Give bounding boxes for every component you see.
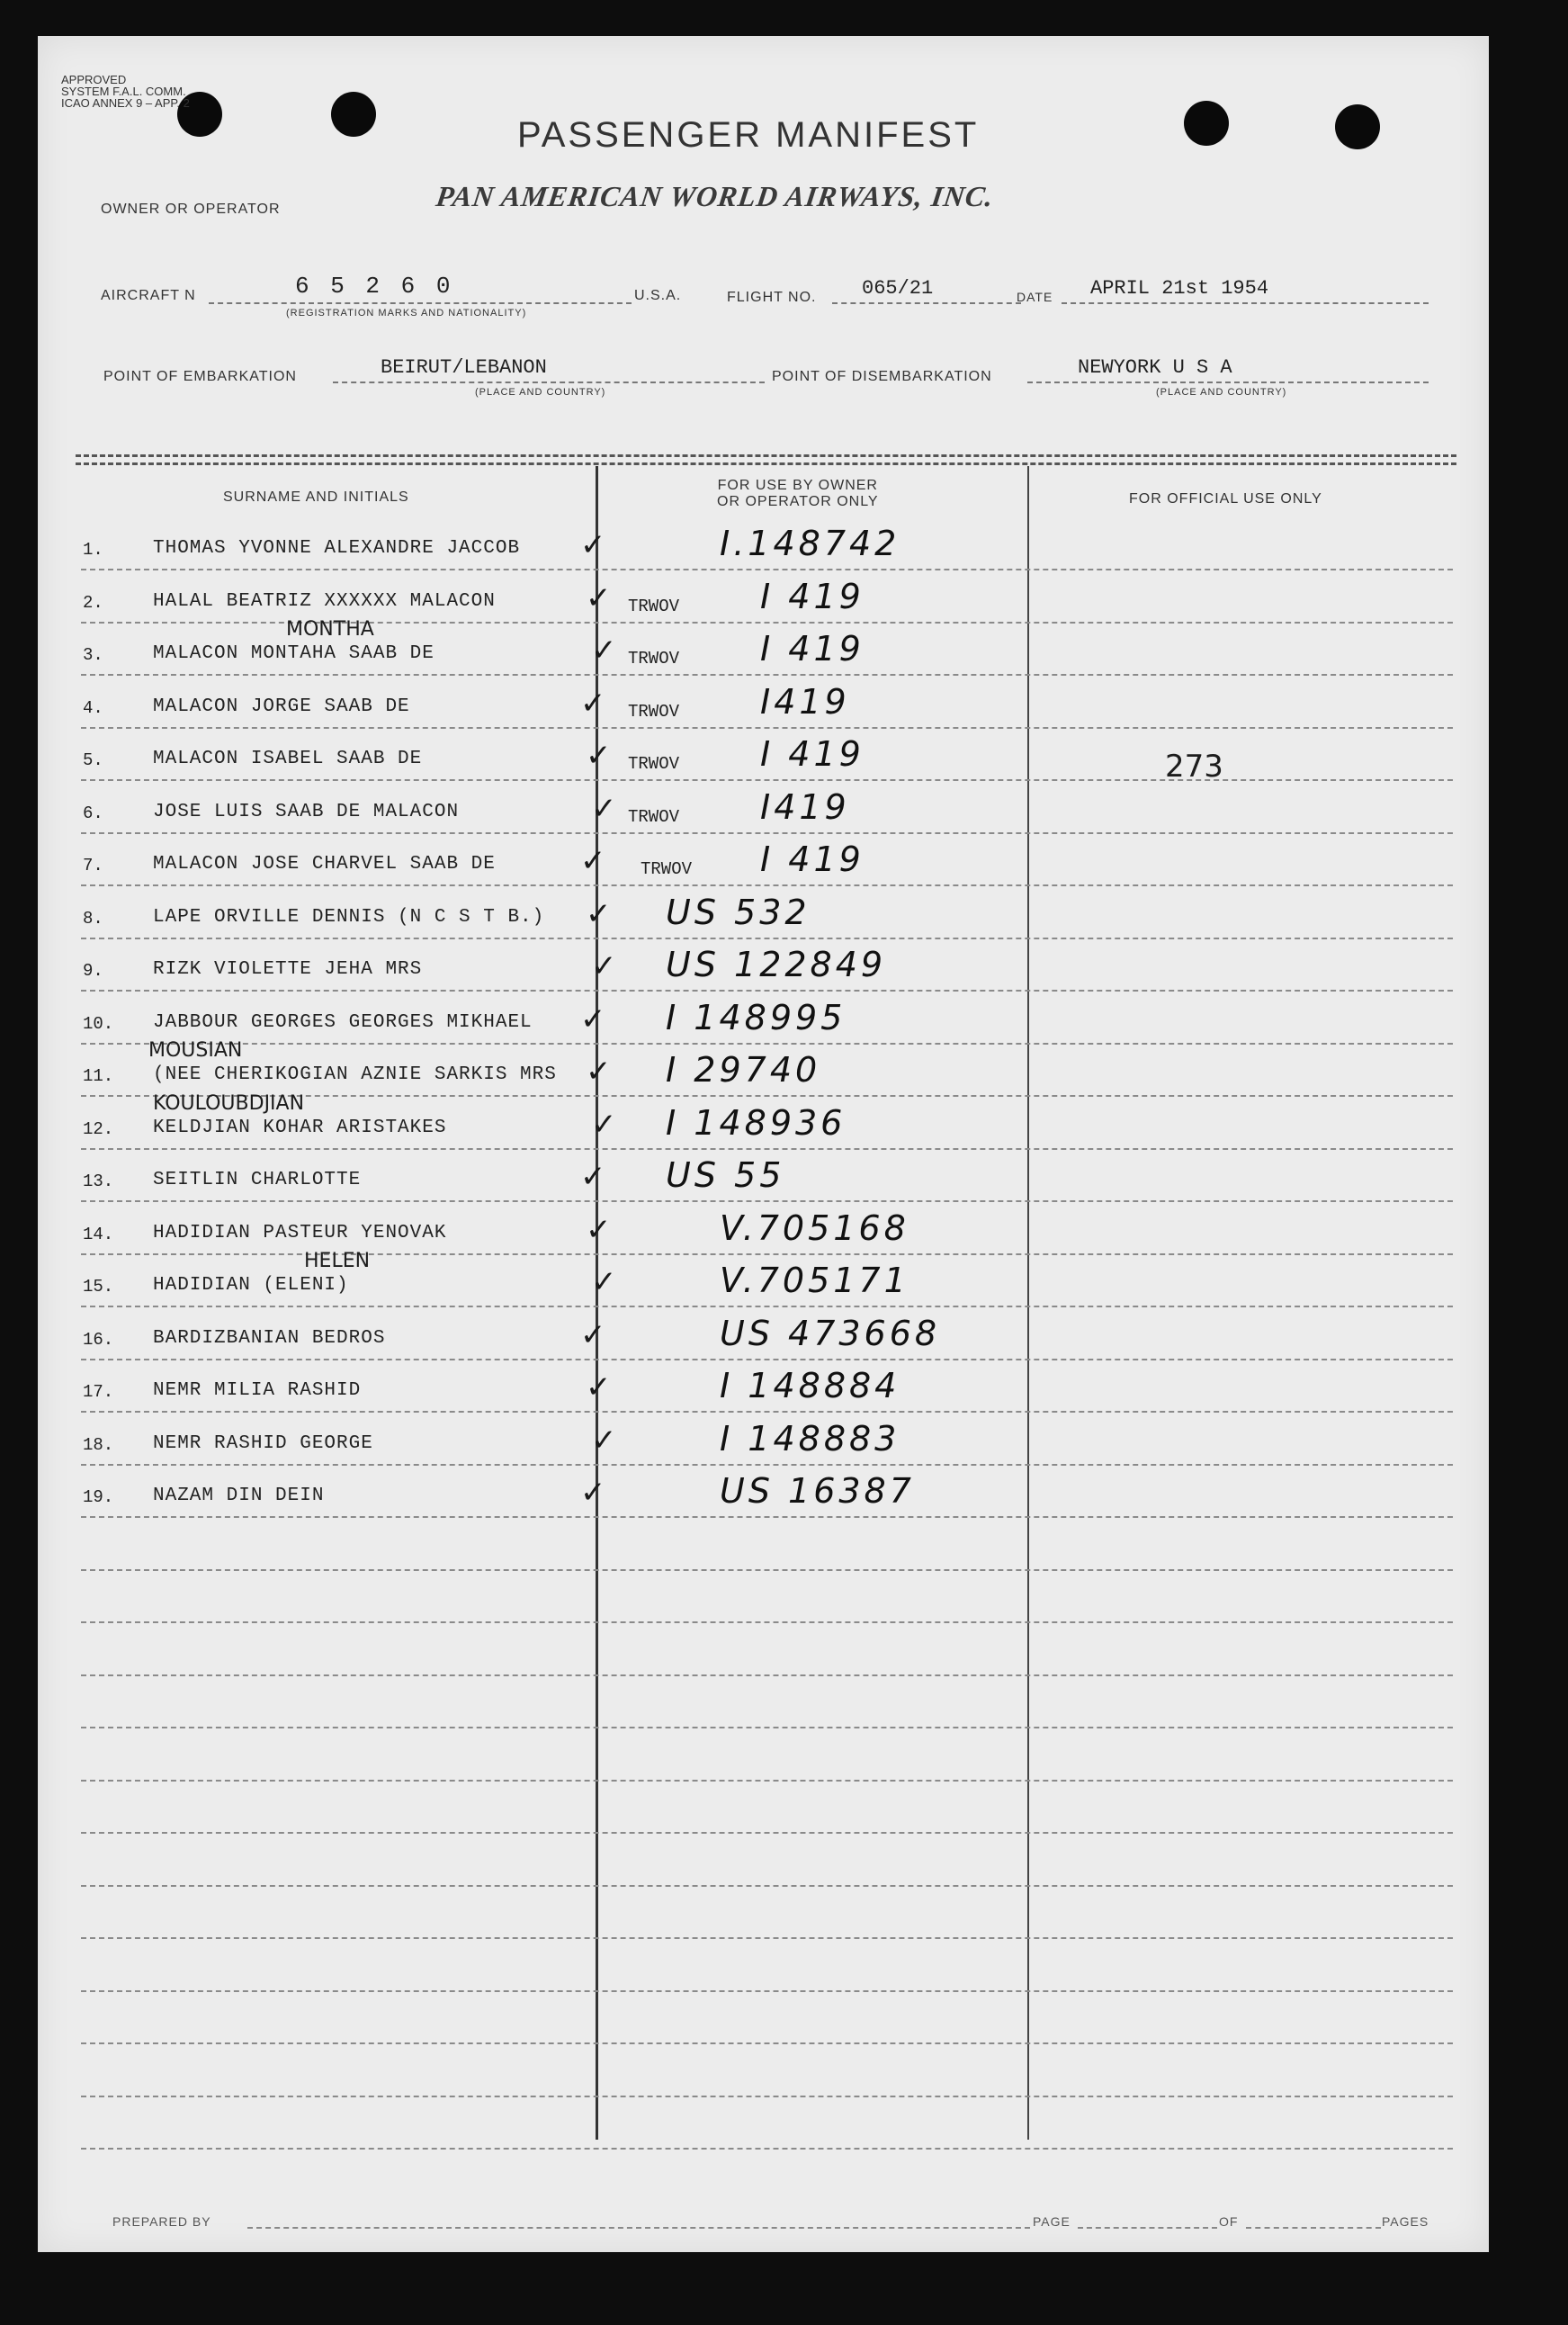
trwov-code: TRWOV [628, 754, 680, 774]
row-rule [81, 1306, 1453, 1307]
row-number: 6. [83, 803, 103, 823]
aircraft-field-line [209, 302, 632, 304]
row-rule [81, 2148, 1453, 2150]
footer-line [1246, 2227, 1381, 2229]
row-number: 15. [83, 1277, 114, 1297]
aircraft-value: 6 5 2 6 0 [295, 273, 454, 300]
disembarkation-field-line [1027, 382, 1429, 383]
footer-line [247, 2227, 1030, 2229]
document-number: I.148742 [720, 524, 900, 563]
passenger-name: NAZAM DIN DEIN [153, 1486, 325, 1506]
column-divider [1027, 466, 1029, 2140]
operator-name: PAN AMERICAN WORLD AIRWAYS, INC. [434, 180, 997, 212]
approval-line: SYSTEM F.A.L. COMM. [61, 85, 186, 98]
document-number: V.705171 [720, 1261, 909, 1300]
embarkation-value: BEIRUT/LEBANON [381, 356, 547, 379]
passenger-name: MALACON JORGE SAAB DE [153, 696, 410, 717]
approval-line: ICAO ANNEX 9 – APP. 2 [61, 96, 190, 110]
row-rule [81, 1569, 1453, 1571]
row-rule [81, 938, 1453, 939]
aircraft-label: AIRCRAFT N [101, 288, 196, 303]
row-number: 11. [83, 1066, 114, 1086]
row-rule [81, 1727, 1453, 1728]
row-number: 5. [83, 750, 103, 770]
row-rule [81, 1832, 1453, 1834]
flight-field-line [832, 302, 1021, 304]
check-mark-icon: ✓ [586, 895, 612, 932]
check-mark-icon: ✓ [580, 685, 606, 722]
row-rule [81, 2042, 1453, 2044]
row-rule [81, 1780, 1453, 1782]
date-label: DATE [1017, 290, 1053, 304]
check-mark-icon: ✓ [591, 790, 617, 827]
document-number: I 419 [760, 629, 865, 669]
row-rule [81, 990, 1453, 992]
document-number: I 419 [760, 734, 865, 774]
passenger-name: JOSE LUIS SAAB DE MALACON [153, 801, 460, 822]
document-number: US 55 [666, 1155, 785, 1195]
passenger-name: KELDJIAN KOHAR ARISTAKES [153, 1117, 447, 1138]
row-rule [81, 1464, 1453, 1466]
row-number: 14. [83, 1224, 114, 1244]
row-number: 19. [83, 1487, 114, 1507]
row-number: 2. [83, 592, 103, 613]
passenger-name: RIZK VIOLETTE JEHA MRS [153, 959, 423, 980]
check-mark-icon: ✓ [591, 948, 617, 984]
document-number: US 16387 [720, 1471, 915, 1511]
usa-label: U.S.A. [634, 288, 682, 303]
handwritten-name-annotation: MONTHA [286, 618, 374, 641]
footer-prepared-label: PREPARED BY [112, 2214, 211, 2229]
document-number: I419 [760, 786, 850, 827]
row-rule [81, 779, 1453, 781]
document-number: I 148883 [720, 1418, 900, 1459]
row-rule [81, 1359, 1453, 1360]
passenger-name: HADIDIAN PASTEUR YENOVAK [153, 1222, 447, 1243]
document-number: US 532 [666, 892, 811, 932]
document-number: I 148884 [720, 1366, 900, 1405]
handwritten-name-annotation: MOUSIAN [148, 1039, 243, 1062]
passenger-name: HADIDIAN (ELENI) [153, 1275, 349, 1296]
trwov-code: TRWOV [628, 701, 680, 722]
document-number: I419 [760, 681, 850, 722]
row-rule [81, 1043, 1453, 1045]
row-rule [81, 1411, 1453, 1413]
header-rule [76, 454, 1456, 457]
date-value: APRIL 21st 1954 [1090, 277, 1269, 300]
disembarkation-label: POINT OF DISEMBARKATION [772, 369, 992, 384]
check-mark-icon: ✓ [580, 527, 606, 563]
passenger-name: MALACON MONTAHA SAAB DE [153, 643, 435, 664]
passenger-name: NEMR RASHID GEORGE [153, 1432, 373, 1454]
footer-of-label: OF [1219, 2214, 1239, 2229]
row-number: 3. [83, 645, 103, 665]
row-rule [81, 1621, 1453, 1623]
approval-line: APPROVED [61, 73, 127, 86]
row-number: 8. [83, 908, 103, 929]
footer-line [1078, 2227, 1217, 2229]
document-number: I 419 [760, 576, 865, 616]
row-number: 12. [83, 1118, 114, 1139]
row-rule [81, 569, 1453, 570]
row-rule [81, 1148, 1453, 1150]
passenger-name: THOMAS YVONNE ALEXANDRE JACCOB [153, 538, 521, 559]
check-mark-icon: ✓ [591, 1264, 617, 1300]
row-rule [81, 2096, 1453, 2097]
embarkation-label: POINT OF EMBARKATION [103, 369, 297, 384]
passenger-name: JABBOUR GEORGES GEORGES MIKHAEL [153, 1011, 533, 1033]
official-use-note: 273 [1165, 749, 1223, 785]
punch-hole-icon [1335, 104, 1380, 149]
row-number: 4. [83, 697, 103, 718]
document-number: I 148936 [666, 1102, 847, 1143]
passenger-name: NEMR MILIA RASHID [153, 1380, 362, 1401]
trwov-code: TRWOV [628, 806, 680, 827]
row-number: 9. [83, 961, 103, 981]
row-rule [81, 1885, 1453, 1887]
passenger-name: BARDIZBANIAN BEDROS [153, 1327, 386, 1349]
check-mark-icon: ✓ [580, 1316, 606, 1353]
passenger-name: HALAL BEATRIZ XXXXXX MALACON [153, 590, 496, 612]
handwritten-name-annotation: KOULOUBDJIAN [153, 1091, 305, 1115]
trwov-code: TRWOV [628, 649, 680, 669]
document-number: I 148995 [666, 997, 847, 1037]
column-header-owner-line: OR OPERATOR ONLY [717, 494, 879, 509]
footer-page-label: PAGE [1033, 2214, 1071, 2229]
place-sublabel: (PLACE AND COUNTRY) [1156, 387, 1287, 398]
document-number: US 122849 [666, 945, 887, 984]
check-mark-icon: ✓ [586, 1054, 612, 1090]
document-number: US 473668 [720, 1313, 941, 1353]
passenger-name: SEITLIN CHARLOTTE [153, 1170, 362, 1190]
row-number: 10. [83, 1013, 114, 1034]
passenger-name: (NEE CHERIKOGIAN AZNIE SARKIS MRS [153, 1064, 557, 1085]
embarkation-field-line [333, 382, 765, 383]
document-number: V.705168 [720, 1207, 909, 1248]
check-mark-icon: ✓ [586, 1369, 612, 1405]
row-rule [81, 674, 1453, 676]
row-rule [81, 1990, 1453, 1992]
approval-note [61, 74, 190, 109]
footer-pages-label: PAGES [1382, 2214, 1429, 2229]
document-number: I 419 [760, 839, 865, 879]
check-mark-icon: ✓ [580, 1475, 606, 1511]
check-mark-icon: ✓ [580, 843, 606, 879]
row-rule [81, 1516, 1453, 1518]
row-number: 13. [83, 1171, 114, 1191]
check-mark-icon: ✓ [586, 579, 612, 616]
passenger-name: MALACON ISABEL SAAB DE [153, 749, 423, 769]
check-mark-icon: ✓ [591, 633, 617, 669]
trwov-code: TRWOV [628, 596, 680, 616]
row-number: 18. [83, 1434, 114, 1455]
row-number: 1. [83, 540, 103, 560]
row-rule [81, 1200, 1453, 1202]
column-header-owner [717, 478, 879, 510]
flight-value: 065/21 [862, 277, 934, 300]
date-field-line [1062, 302, 1429, 304]
place-sublabel: (PLACE AND COUNTRY) [475, 387, 606, 398]
row-rule [81, 832, 1453, 834]
check-mark-icon: ✓ [586, 1211, 612, 1248]
check-mark-icon: ✓ [580, 1159, 606, 1195]
trwov-code: TRWOV [641, 859, 693, 879]
row-rule [81, 727, 1453, 729]
passenger-name: MALACON JOSE CHARVEL SAAB DE [153, 854, 496, 875]
handwritten-name-annotation: HELEN [304, 1250, 371, 1272]
row-rule [81, 1253, 1453, 1255]
row-number: 16. [83, 1329, 114, 1350]
check-mark-icon: ✓ [580, 1001, 606, 1037]
flight-label: FLIGHT NO. [727, 290, 817, 305]
row-rule [81, 1937, 1453, 1939]
row-rule [81, 1674, 1453, 1676]
check-mark-icon: ✓ [586, 738, 612, 774]
row-number: 17. [83, 1382, 114, 1402]
punch-hole-icon [1184, 101, 1229, 146]
document-number: I 29740 [666, 1050, 821, 1090]
punch-hole-icon [331, 92, 376, 137]
passenger-name: LAPE ORVILLE DENNIS (N C S T B.) [153, 906, 545, 928]
column-header-owner-line: FOR USE BY OWNER [717, 478, 878, 493]
row-number: 7. [83, 856, 103, 875]
owner-label: OWNER OR OPERATOR [101, 202, 281, 217]
row-rule [81, 884, 1453, 886]
disembarkation-value: NEWYORK U S A [1078, 356, 1232, 379]
column-header-official: FOR OFFICIAL USE ONLY [1129, 491, 1322, 507]
registration-sublabel: (REGISTRATION MARKS AND NATIONALITY) [286, 308, 527, 319]
page-title: PASSENGER MANIFEST [517, 115, 980, 155]
check-mark-icon: ✓ [591, 1422, 617, 1459]
check-mark-icon: ✓ [591, 1106, 617, 1143]
column-header-surname: SURNAME AND INITIALS [223, 489, 409, 505]
header-rule [76, 462, 1456, 465]
